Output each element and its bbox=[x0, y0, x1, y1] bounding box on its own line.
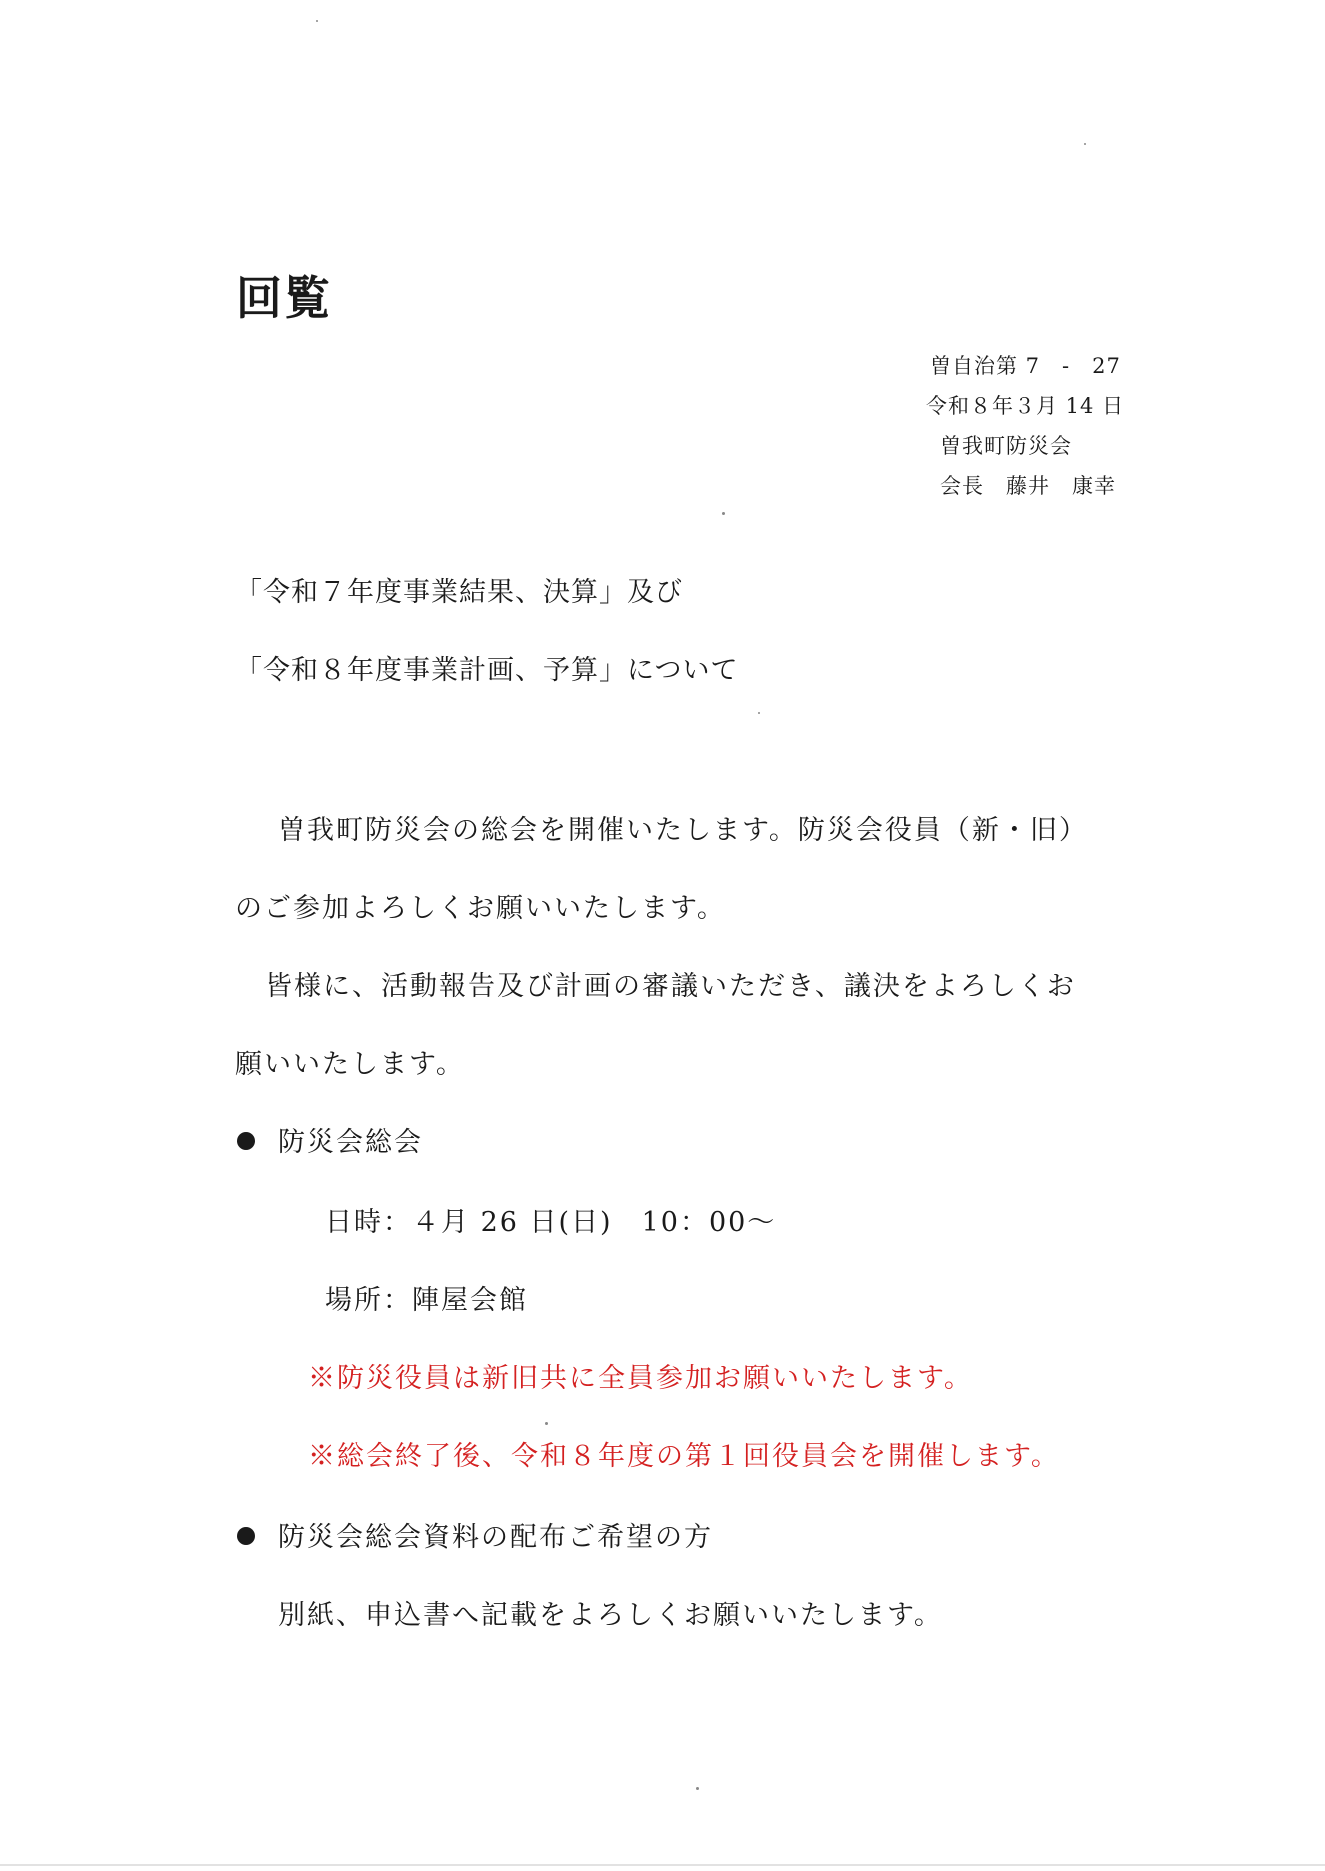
paragraph-2-line-2: 願いいたします。 bbox=[235, 1049, 465, 1080]
bullet-2-heading: 防災会総会資料の配布ご希望の方 bbox=[278, 1522, 713, 1553]
notice-first-board-meeting: ※総会終了後、令和８年度の第１回役員会を開催します。 bbox=[308, 1441, 1060, 1472]
scan-speck bbox=[758, 712, 760, 714]
paragraph-2-line-1: 皆様に、活動報告及び計画の審議いただき、議決をよろしくお bbox=[265, 971, 1076, 1002]
bullet-2-detail: 別紙、申込書へ記載をよろしくお願いいたします。 bbox=[278, 1600, 943, 1631]
bullet-1-heading: 防災会総会 bbox=[278, 1127, 423, 1158]
scan-speck bbox=[696, 1787, 699, 1790]
paragraph-1-line-2: のご参加よろしくお願いいたします。 bbox=[235, 893, 726, 924]
bullet-dot-icon bbox=[237, 1132, 255, 1150]
document-number: 曽自治第 7 - 27 bbox=[930, 354, 1121, 378]
scan-speck bbox=[545, 1422, 548, 1425]
issuing-organization: 曽我町防災会 bbox=[940, 434, 1072, 458]
bullet-dot-icon bbox=[237, 1527, 255, 1545]
scan-speck bbox=[316, 20, 318, 22]
meeting-datetime: 日時：４月 26 日(日) 10：00～ bbox=[325, 1207, 777, 1238]
document-title: 回覧 bbox=[236, 271, 332, 325]
subject-line-2: 「令和８年度事業計画、予算」について bbox=[235, 655, 739, 686]
meeting-place: 場所：陣屋会館 bbox=[325, 1285, 528, 1316]
scan-speck bbox=[722, 512, 725, 515]
page-bottom-edge bbox=[0, 1864, 1325, 1866]
issue-date: 令和８年３月 14 日 bbox=[926, 394, 1125, 418]
subject-line-1: 「令和７年度事業結果、決算」及び bbox=[235, 577, 683, 608]
paragraph-1-line-1: 曽我町防災会の総会を開催いたします。防災会役員（新・旧） bbox=[278, 815, 1088, 846]
notice-all-officers: ※防災役員は新旧共に全員参加お願いいたします。 bbox=[308, 1363, 973, 1394]
scan-speck bbox=[1084, 143, 1086, 145]
sender-name: 会長 藤井 康幸 bbox=[940, 474, 1116, 498]
